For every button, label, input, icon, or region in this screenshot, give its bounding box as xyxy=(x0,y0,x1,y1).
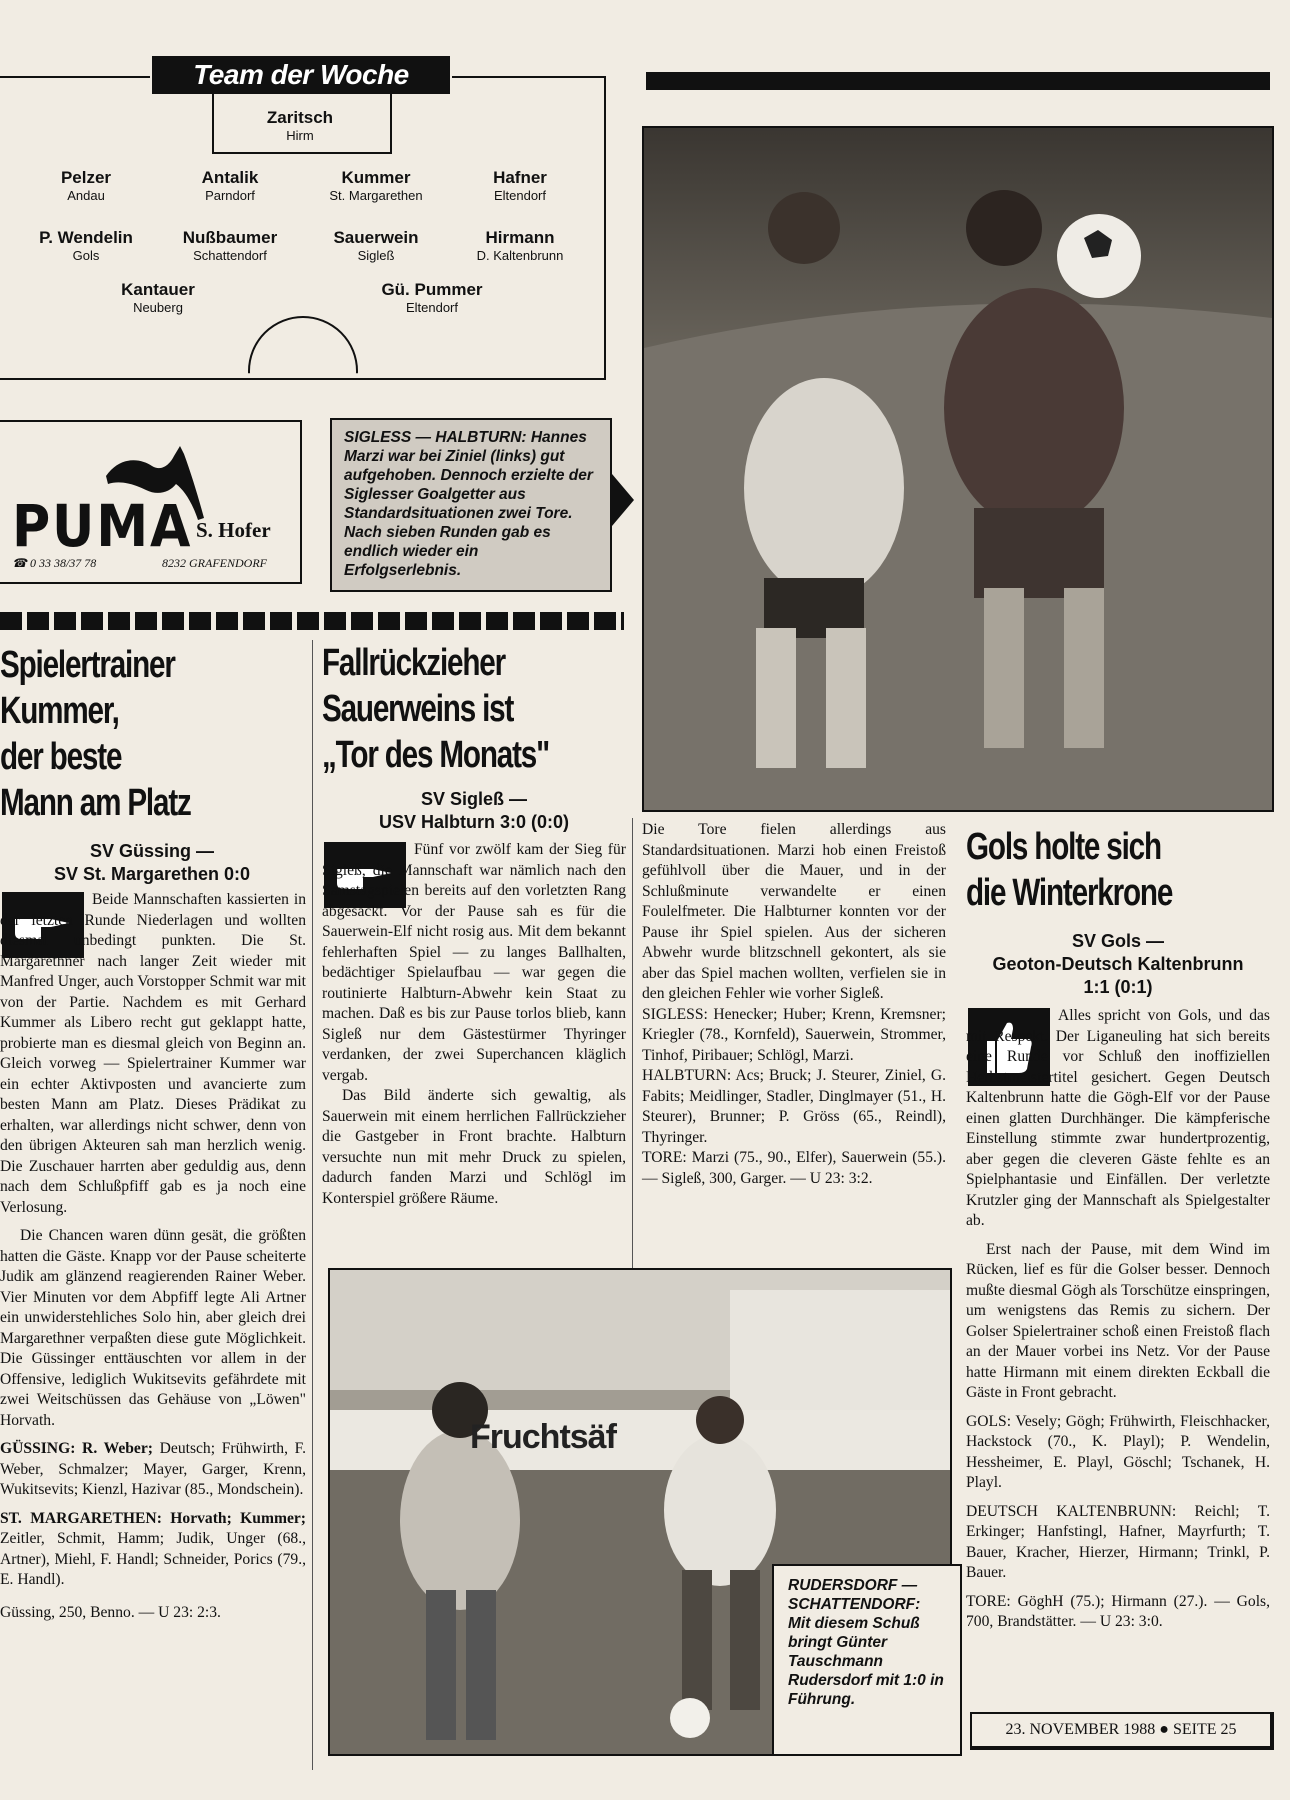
center-circle xyxy=(248,316,358,426)
player: Antalik Parndorf xyxy=(201,168,259,203)
photo-caption-rudersdorf: RUDERSDORF — SCHATTENDORF: Mit diesem Schuß bringt Günter Tauschmann Rudersdorf mit 1:0 in Führung. xyxy=(772,1564,962,1756)
player: Hirmann D. Kaltenbrunn xyxy=(476,228,564,263)
article-gols-body: Alles spricht von Gols, und das mit Respekt. Der Liganeuling hat sich bereits eine Runde vor Schluß den inoffiziellen Herbstmeistertitel gesichert. Gegen Deutsch Kaltenbrunn hatte die Gögh-Elf vor der Pause einen glatten Durchhänger. Die kämpferische Einstellung stimmte zwar hundertprozentig, aber gegen die cleveren Gäste fehlte es an Spielphantasie und Einfällen. Der verletzte Krutzler ging der Mannschaft als Spielgestalter ab. Erst nach der Pause, mit dem Wind im Rücken, lief es für die Golser besser. Dennoch mußte diesmal Gögh als Torschütze einspringen, um wenigstens das Remis zu sichern. Der Golser Spielertrainer schoß einen Freistoß flach an der Mauer vorbei ins Netz. Vor der Pause hatte Hirmann mit einem direkten Eckball die Gäste in Front gebracht. GOLS: Vesely; Gögh; Frühwirth, Fleischhacker, Hackstock (70., K. Playl); P. Wendelin, Hessheimer, E. Playl, Göschl; Tschanek, H. Playl. DEUTSCH KALTENBRUNN: Reichl; T. Erkinger; Hanfstingl, Hafner, Mayrfurth; T. Bauer, Kracher, Hierzer, Hirmann; Trinkl, P. Bauer. TORE: GöghH (75.); Hirmann (27.). — Gols, 700, Brandstätter. — U 23: 3:0. xyxy=(966,1007,1270,1630)
column-rule xyxy=(312,640,313,1770)
page-footer: 23. NOVEMBER 1988 ● SEITE 25 xyxy=(970,1712,1274,1750)
player: Kummer St. Margarethen xyxy=(329,168,423,203)
match-sigless: SV Sigleß — USV Halbturn 3:0 (0:0) xyxy=(378,789,570,832)
ad-address: 8232 GRAFENDORF xyxy=(162,556,267,570)
banner-fruchtsaefte: Fruchtsäf xyxy=(470,1418,616,1456)
headline-gols: Gols holte sich die Winterkrone xyxy=(966,826,1173,914)
photo-caption-sigless: SIGLESS — HALBTURN: Hannes Marzi war bei Ziniel (links) gut aufgehoben. Dennoch erzielte der Siglesser Goalgetter aus Standardsituationen zwei Tore. Nach sieben Runden gab es endlich wieder ein Erfolgserlebnis. xyxy=(330,418,612,592)
player: P. Wendelin Gols xyxy=(39,228,133,263)
puma-ad xyxy=(0,420,302,584)
team-title: Team der Woche xyxy=(152,56,450,94)
ad-phone: ☎ 0 33 38/37 78 xyxy=(12,556,97,570)
headline-kummer: Spielertrainer Kummer, der beste Mann am Platz xyxy=(0,644,191,824)
rule-bar xyxy=(0,612,624,630)
ad-owner: S. Hofer xyxy=(196,518,271,542)
player: Nußbaumer Schattendorf xyxy=(182,228,278,263)
match-gols: SV Gols — Geoton-Deutsch Kaltenbrunn 1:1 (0:1) xyxy=(992,931,1244,997)
player: Pelzer Andau xyxy=(60,168,112,203)
match-guessing: SV Güssing — SV St. Margarethen 0:0 xyxy=(53,841,251,884)
puma-wordmark: PUMA xyxy=(12,492,193,560)
column-rule xyxy=(632,818,633,1268)
article-sauerwein-body-col1: Fünf vor zwölf kam der Sieg für Sigleß, die Mannschaft war nämlich nach den Samstagspielen bereits auf den vorletzten Rang abgesackt. Vor der Pause sah es für die Sauerwein-Elf nicht rosig aus. Mit dem bekannt fehlerhaften Spiel — zu langes Ballhalten, bedächtiger Spielaufbau — war gegen die routinierte Halbturn-Abwehr kein Staat zu machen. Daß es bis zur Pause torlos blieb, kann Sigleß nur dem Gästestürmer Thyringer verdanken, der zwei Superchancen kläglich vergab. Das Bild änderte sich gewaltig, als Sauerwein mit einem herrlichen Fallrückzieher die Gastgeber in Front brachte. Halbturn versuchte nun mit mehr Druck zu spielen, dadurch fanden Marzi und Schlögl im Konterspiel größere Räume. xyxy=(322,841,626,1207)
player-goalkeeper: Zaritsch Hirm xyxy=(266,108,334,143)
article-sauerwein-body-col2: Die Tore fielen allerdings aus Standardsituationen. Marzi hob einen Freistoß gefühlvoll über die Mauer, und in der Schlußminute verwandelte er einen Foulelfmeter. Die Halbturner konnten vor der Pause ihr Spiel spielen. Aus der sicheren Abwehr wurde blitzschnell gekontert, als sie aber das Spiel machen wollten, verfielen sie in den gleichen Fehler wie vorher Sigleß. SIGLESS: Henecker; Huber; Krenn, Kremsner; Kriegler (78., Kornfeld), Sauerwein, Strommer, Tinhof, Piribauer; Schlögl, Marzi. HALBTURN: Acs; Bruck; J. Steurer, Ziniel, G. Fabits; Meidlinger, Stadler, Dinglmayer (51., H. Steurer), Brunner; P. Gröss (65., Reindl), Thyringer. TORE: Marzi (75., 90., Elfer), Sauerwein (55.). — Sigleß, 300, Garger. — U 23: 3:2. xyxy=(642,821,946,1187)
photo-sigless-halbturn xyxy=(642,126,1274,812)
player: Hafner Eltendorf xyxy=(493,168,547,203)
player: Gü. Pummer Eltendorf xyxy=(381,280,483,315)
rule-bar xyxy=(646,72,1270,90)
arrow-right-icon xyxy=(612,474,634,526)
headline-sauerwein: Fallrückzieher Sauerweins ist „Tor des Monats" xyxy=(322,642,549,776)
player: Sauerwein Sigleß xyxy=(333,228,419,263)
article-kummer-body: Beide Mannschaften kassierten in der letzten Runde Niederlagen und wollten diesmal unbedingt punkten. Die St. Margarethner nach langer Zeit wieder mit Manfred Unger, auch Vorstopper Schmit war mit von der Partie. Nachdem es mit Gerhard Kummer als Libero recht gut geklappt hatte, probierte man es diesmal gleich von Beginn an. Gleich vorweg — Spielertrainer Kummer war ein echter Aktivposten und avancierte zum besten Mann am Platz. Dieses Prädikat zu erhalten, war allerdings nicht schwer, denn von den übrigen Akteuren sah man herzlich wenig. Die Zuschauer harrten aber geduldig aus, denn nach dem Schlußpfiff gab es ja noch eine Verlosung. Die Chancen waren dünn gesät, die größten hatten die Gäste. Knapp vor der Pause scheiterte Judik am glänzend reagierenden Rainer Weber. Vier Minuten vor dem Abpfiff legte Ali Artner ein unwiderstehliches Solo hin, aber gleich drei Margarethner verpaßten diese gute Möglichkeit. Die Güssinger enttäuschten vor allem in der Offensive, lediglich Wukitsevits gefährdete mit zwei Weitschüssen das Gehäuse von „Löwen" Horvath. GÜSSING: R. Weber; Deutsch; Frühwirth, F. Weber, Schmalzer; Mayer, Garger, Krenn, Wukitsevits; Kienzl, Hazivar (85., Mondschein). ST. MARGARETHEN: Horvath; Kummer; Zeitler, Schmit, Hamm; Judik, Unger (68., Artner), Miehl, F. Handl; Schneider, Porics (79., E. Handl). Güssing, 250, Benno. — U 23: 2:3. xyxy=(0,891,306,1621)
player: Kantauer Neuberg xyxy=(121,280,195,315)
